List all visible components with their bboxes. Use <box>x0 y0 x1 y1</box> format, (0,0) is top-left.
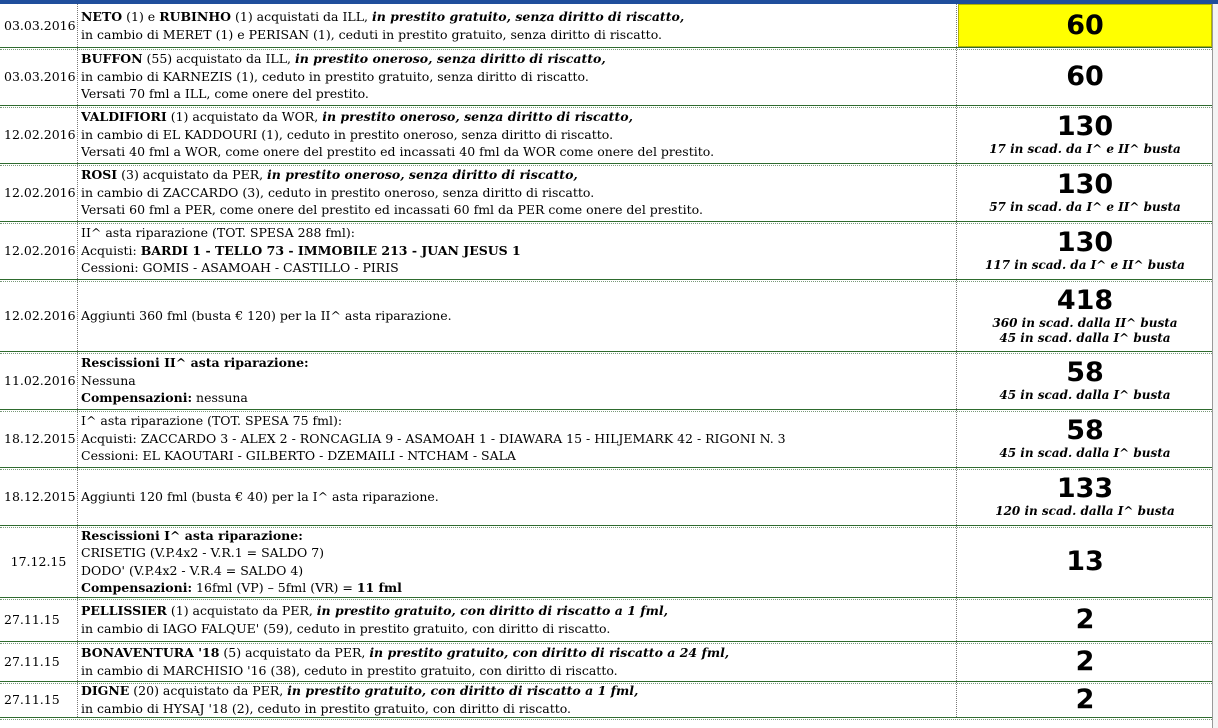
balance-value: 58 <box>1066 357 1104 388</box>
description-line <box>81 50 956 67</box>
balance-cell[interactable] <box>958 682 1212 717</box>
expiry-note: 117 in scad. da I^ e II^ busta <box>985 258 1185 272</box>
expiry-note: 45 in scad. dalla I^ busta <box>999 388 1171 402</box>
date-cell[interactable]: 27.11.15 <box>0 642 78 681</box>
balance-value: 60 <box>1066 9 1104 41</box>
balance-value: 13 <box>1066 545 1104 577</box>
text-segment: in prestito oneroso, senza diritto di riscatto, <box>294 51 606 67</box>
date-cell[interactable]: 18.12.2015 <box>0 468 78 525</box>
balance-value: 2 <box>1075 603 1095 635</box>
balance-cell[interactable] <box>958 598 1212 641</box>
text-segment: in cambio di MERET (1) e PERISAN (1), ceduti in prestito gratuito, senza diritto di riscatto. <box>81 26 662 42</box>
text-segment: in prestito gratuito, senza diritto di riscatto, <box>371 9 685 25</box>
text-segment: in cambio di MARCHISIO '16 (38), ceduto in prestito gratuito, con diritto di riscatto. <box>81 662 618 678</box>
table-row <box>0 598 1218 642</box>
description-line <box>81 166 956 183</box>
text-segment: Acquisti: <box>81 242 141 258</box>
description-line <box>81 143 956 160</box>
balance-cell[interactable] <box>958 222 1212 279</box>
date-cell[interactable]: 12.02.2016 <box>0 280 78 351</box>
description-line <box>81 527 956 544</box>
date-cell[interactable]: 03.03.2016 <box>0 48 78 105</box>
text-segment: in cambio di KARNEZIS (1), ceduto in prestito gratuito, senza diritto di riscatto. <box>81 68 589 84</box>
text-segment: PELLISSIER <box>81 603 167 619</box>
text-segment: (1) acquistati da ILL, <box>231 9 372 25</box>
balance-cell[interactable] <box>958 4 1212 47</box>
text-segment: DIGNE <box>81 683 130 699</box>
expiry-note: 45 in scad. dalla I^ busta <box>999 330 1171 345</box>
balance-value: 2 <box>1075 645 1095 677</box>
text-segment: in cambio di HYSAJ '18 (2), ceduto in prestito gratuito, con diritto di riscatto. <box>81 700 572 716</box>
text-segment: Acquisti: ZACCARDO 3 - ALEX 2 - RONCAGLIA 9 - ASAMOAH 1 - DIAWARA 15 - HILJEMARK 42 - RIGONI N. 3 <box>81 430 786 446</box>
balance-value: 130 <box>1056 169 1114 200</box>
text-segment: (1) e <box>122 9 160 25</box>
text-segment: in cambio di ZACCARDO (3), ceduto in prestito oneroso, senza diritto di riscatto. <box>81 184 595 200</box>
date-cell[interactable]: 12.02.2016 <box>0 164 78 221</box>
text-segment: Aggiunti 120 fml (busta € 40) per la I^ asta riparazione. <box>81 488 439 504</box>
description-line <box>81 85 956 102</box>
text-segment: 11 fml <box>356 579 402 595</box>
text-segment: Rescissioni II^ asta riparazione: <box>81 355 309 371</box>
date-cell[interactable]: 17.12.15 <box>0 526 78 597</box>
description-line <box>81 682 956 699</box>
description-line <box>81 372 956 389</box>
text-segment: BONAVENTURA '18 <box>81 645 220 661</box>
description-line <box>81 544 956 561</box>
expiry-note: 120 in scad. dalla I^ busta <box>995 504 1175 518</box>
date-cell[interactable]: 11.02.2016 <box>0 352 78 409</box>
description-cell[interactable] <box>79 410 957 467</box>
text-segment: in cambio di EL KADDOURI (1), ceduto in prestito oneroso, senza diritto di riscatto. <box>81 126 614 142</box>
table-row <box>0 468 1218 526</box>
description-line <box>81 201 956 218</box>
description-line <box>81 26 956 43</box>
date-cell[interactable]: 12.02.2016 <box>0 222 78 279</box>
description-line <box>81 430 956 447</box>
text-segment: Nessuna <box>81 372 136 388</box>
description-line <box>81 389 956 406</box>
text-segment: (20) acquistato da PER, <box>129 683 288 699</box>
text-segment: VALDIFIORI <box>81 109 167 125</box>
description-cell[interactable] <box>79 280 957 351</box>
table-row <box>0 164 1218 222</box>
description-cell[interactable] <box>79 4 957 47</box>
description-line <box>81 126 956 143</box>
description-cell[interactable] <box>79 598 957 641</box>
text-segment: CRISETIG (V.P.4x2 - V.R.1 = SALDO 7) <box>81 545 325 561</box>
description-line <box>81 354 956 371</box>
table-row <box>0 526 1218 598</box>
expiry-note: 45 in scad. dalla I^ busta <box>999 446 1171 460</box>
balance-cell[interactable] <box>958 468 1212 525</box>
balance-value: 130 <box>1056 227 1114 258</box>
text-segment: II^ asta riparazione (TOT. SPESA 288 fml): <box>81 225 355 241</box>
table-row <box>0 682 1218 718</box>
text-segment: RUBINHO <box>159 9 232 25</box>
description-line <box>81 644 956 661</box>
description-line <box>81 488 956 505</box>
description-cell[interactable] <box>79 222 957 279</box>
description-line <box>81 562 956 579</box>
date-cell[interactable]: 27.11.15 <box>0 682 78 717</box>
text-segment: DODO' (V.P.4x2 - V.R.4 = SALDO 4) <box>81 562 304 578</box>
text-segment: in prestito gratuito, con diritto di riscatto a 24 fml, <box>369 645 730 661</box>
description-line <box>81 224 956 241</box>
expiry-note: 17 in scad. da I^ e II^ busta <box>989 142 1181 156</box>
balance-cell[interactable] <box>958 164 1212 221</box>
description-line <box>81 412 956 429</box>
table-row <box>0 280 1218 352</box>
table-row <box>0 352 1218 410</box>
balance-cell[interactable] <box>958 352 1212 409</box>
text-segment: Rescissioni I^ asta riparazione: <box>81 527 303 543</box>
table-row <box>0 642 1218 682</box>
description-cell[interactable] <box>79 48 957 105</box>
balance-cell[interactable] <box>958 280 1212 351</box>
expiry-note: 57 in scad. da I^ e II^ busta <box>989 200 1181 214</box>
text-segment: Compensazioni: <box>81 390 193 406</box>
balance-value: 133 <box>1056 473 1114 504</box>
description-line <box>81 447 956 464</box>
balance-cell[interactable] <box>958 410 1212 467</box>
text-segment: 16fml (VP) – 5fml (VR) = <box>192 579 357 595</box>
text-segment: Versati 60 fml a PER, come onere del prestito ed incassati 60 fml da PER come onere del prestito. <box>81 202 703 218</box>
date-cell[interactable]: 03.03.2016 <box>0 4 78 47</box>
text-segment: (55) acquistato da ILL, <box>142 51 295 67</box>
description-cell[interactable] <box>79 682 957 717</box>
text-segment: (1) acquistato da WOR, <box>166 109 323 125</box>
text-segment: Cessioni: EL KAOUTARI - GILBERTO - DZEMAILI - NTCHAM - SALA <box>81 448 516 464</box>
description-line <box>81 184 956 201</box>
description-cell[interactable] <box>79 106 957 163</box>
text-segment: Compensazioni: <box>81 579 193 595</box>
balance-value: 2 <box>1075 683 1095 715</box>
description-cell[interactable] <box>79 642 957 681</box>
text-segment: NETO <box>81 9 123 25</box>
text-segment: in prestito oneroso, senza diritto di riscatto, <box>322 109 633 125</box>
table-row <box>0 222 1218 280</box>
text-segment: nessuna <box>192 390 248 406</box>
description-line <box>81 108 956 125</box>
balance-value: 60 <box>1066 60 1104 92</box>
description-cell[interactable] <box>79 352 957 409</box>
description-line <box>81 662 956 679</box>
text-segment: in cambio di IAGO FALQUE' (59), ceduto in prestito gratuito, con diritto di riscatto. <box>81 620 611 636</box>
description-cell[interactable] <box>79 164 957 221</box>
description-line <box>81 579 956 596</box>
text-segment: I^ asta riparazione (TOT. SPESA 75 fml): <box>81 413 343 429</box>
description-line <box>81 242 956 259</box>
description-line <box>81 620 956 637</box>
date-cell[interactable]: 27.11.15 <box>0 598 78 641</box>
description-line <box>81 259 956 276</box>
table-row <box>0 410 1218 468</box>
balance-value: 418 <box>1056 284 1114 316</box>
date-cell[interactable]: 12.02.2016 <box>0 106 78 163</box>
description-line <box>81 700 956 717</box>
text-segment: in prestito oneroso, senza diritto di riscatto, <box>267 167 578 183</box>
balance-cell[interactable] <box>958 642 1212 681</box>
balance-value: 58 <box>1066 415 1104 446</box>
balance-cell[interactable] <box>958 106 1212 163</box>
text-segment: (5) acquistato da PER, <box>219 645 370 661</box>
expiry-note: 360 in scad. dalla II^ busta <box>992 315 1178 330</box>
balance-cell[interactable] <box>958 526 1212 597</box>
text-segment: BARDI 1 - TELLO 73 - IMMOBILE 213 - JUAN JESUS 1 <box>140 242 521 258</box>
text-segment: (1) acquistato da PER, <box>166 603 317 619</box>
text-segment: Versati 70 fml a ILL, come onere del prestito. <box>81 86 369 102</box>
text-segment: ROSI <box>81 167 118 183</box>
date-cell[interactable]: 18.12.2015 <box>0 410 78 467</box>
text-segment: Versati 40 fml a WOR, come onere del prestito ed incassati 40 fml da WOR come onere del prestito. <box>81 144 715 160</box>
table-row <box>0 48 1218 106</box>
table-row <box>0 4 1218 48</box>
text-segment: (3) acquistato da PER, <box>117 167 268 183</box>
scroll-edge <box>1212 4 1218 728</box>
description-line <box>81 8 956 25</box>
text-segment: in prestito gratuito, con diritto di riscatto a 1 fml, <box>287 683 639 699</box>
table-row <box>0 106 1218 164</box>
text-segment: Cessioni: GOMIS - ASAMOAH - CASTILLO - PIRIS <box>81 260 399 276</box>
balance-cell[interactable] <box>958 48 1212 105</box>
balance-value: 130 <box>1056 111 1114 142</box>
description-line <box>81 68 956 85</box>
text-segment: Aggiunti 360 fml (busta € 120) per la II^ asta riparazione. <box>81 307 452 323</box>
description-cell[interactable] <box>79 468 957 525</box>
description-cell[interactable] <box>79 526 957 597</box>
description-line <box>81 307 956 324</box>
description-line <box>81 602 956 619</box>
text-segment: BUFFON <box>81 51 143 67</box>
text-segment: in prestito gratuito, con diritto di riscatto a 1 fml, <box>316 603 668 619</box>
